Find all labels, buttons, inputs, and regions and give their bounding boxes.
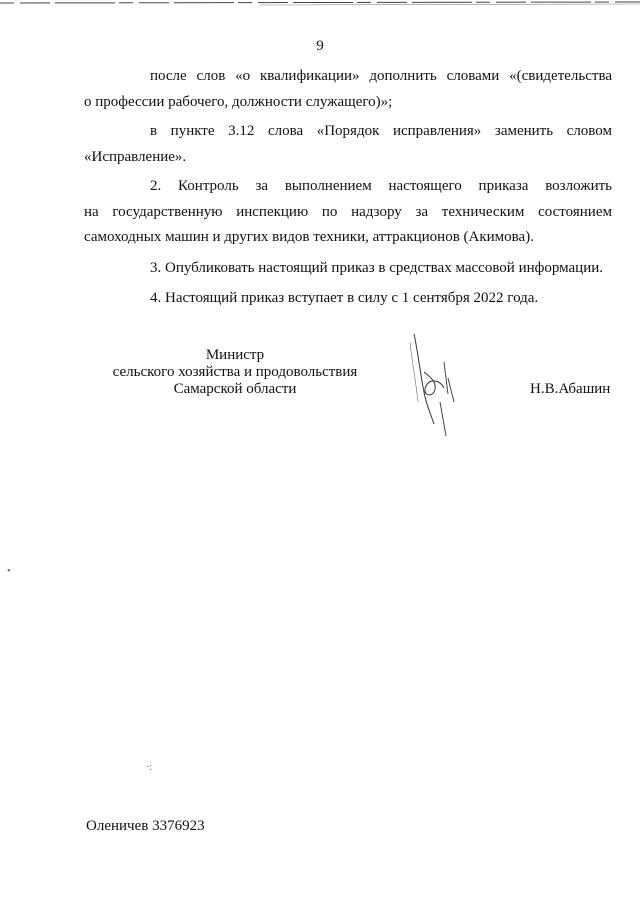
document-body: [84, 64, 612, 312]
paragraph-line: на государственную инспекцию по надзору за техническим состоянием: [84, 203, 612, 220]
paragraph-line: 3. Опубликовать настоящий приказ в средствах массовой информации.: [150, 259, 604, 276]
paragraph-line: после слов «о квалификации» дополнить словами «(свидетельства: [150, 68, 612, 84]
page-number: 9: [316, 38, 324, 54]
paragraph-line: 2. Контроль за выполнением настоящего приказа возложить: [150, 178, 612, 194]
scan-speck: ·:: [146, 762, 153, 773]
scan-speck: •: [7, 566, 11, 577]
paragraph-line: «Исправление».: [84, 148, 187, 165]
paragraph-line: о профессии рабочего, должности служащего)»;: [84, 93, 393, 110]
signer-title: [100, 347, 370, 398]
signer-title-line: сельского хозяйства и продовольствия: [112, 364, 358, 380]
executor-contact: Оленичев 3376923: [86, 818, 205, 834]
signer-title-line: Министр: [205, 347, 265, 363]
paragraph-line: в пункте 3.12 слова «Порядок исправления» заменить словом: [150, 123, 612, 139]
scan-top-edge: [0, 0, 640, 8]
signer-name: Н.В.Абашин: [530, 381, 611, 397]
signer-title-line: Самарской области: [173, 381, 297, 397]
paragraph-line: самоходных машин и других видов техники, аттракционов (Акимова).: [84, 229, 534, 245]
handwritten-signature: [404, 332, 474, 444]
paragraph-line: 4. Настоящий приказ вступает в силу с 1 сентября 2022 года.: [150, 290, 539, 306]
